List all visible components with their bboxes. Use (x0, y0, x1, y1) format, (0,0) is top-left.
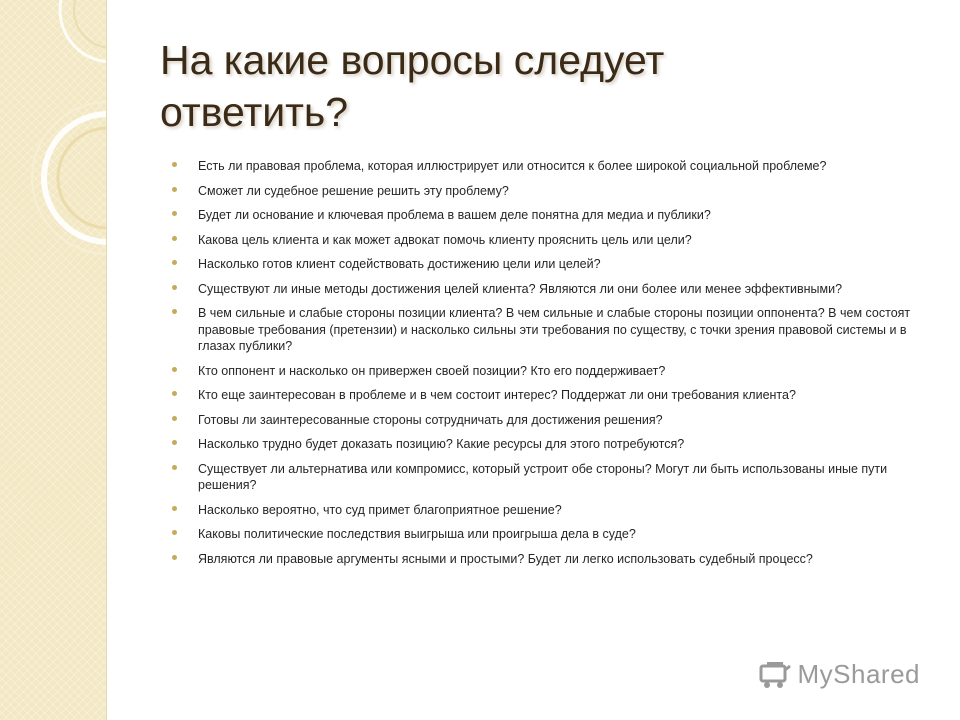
question-item (172, 551, 932, 568)
bullet-dot-icon (172, 211, 177, 216)
bullet-dot-icon (172, 440, 177, 445)
question-item (172, 412, 932, 429)
slide-title-line-2: ответить? (160, 89, 349, 135)
question-text: Насколько готов клиент содействовать достижению цели или целей? (198, 257, 601, 271)
question-item (172, 363, 932, 380)
question-item (172, 436, 932, 453)
question-text: Будет ли основание и ключевая проблема в вашем деле понятна для медиа и публики? (198, 208, 711, 222)
bullet-dot-icon (172, 367, 177, 372)
question-list (172, 158, 932, 575)
slide-title-line-1: На какие вопросы следует (160, 37, 665, 83)
question-text: Каковы политические последствия выигрыша или проигрыша дела в суде? (198, 527, 636, 541)
bullet-dot-icon (172, 236, 177, 241)
question-item (172, 232, 932, 249)
bullet-dot-icon (172, 506, 177, 511)
question-item (172, 461, 932, 494)
question-text: Существуют ли иные методы достижения целей клиента? Являются ли они более или менее эффективными? (198, 281, 843, 296)
myshared-watermark (758, 659, 921, 690)
question-item (172, 256, 932, 273)
decorative-circles (0, 0, 107, 300)
question-item (172, 281, 932, 298)
bullet-dot-icon (172, 416, 177, 421)
question-text: Какова цель клиента и как может адвокат помочь клиенту прояснить цель или цели? (198, 232, 692, 247)
slide-title (160, 34, 920, 138)
question-item (172, 387, 932, 404)
bullet-dot-icon (172, 555, 177, 560)
question-text: Кто оппонент и насколько он привержен своей позиции? Кто его поддерживает? (198, 363, 666, 378)
question-item (172, 158, 932, 175)
bullet-dot-icon (172, 309, 177, 314)
question-text: Существует ли альтернатива или компромисс, который устроит обе стороны? Могут ли быть использованы иные пути решения? (198, 461, 888, 492)
question-item (172, 207, 932, 224)
question-text: Готовы ли заинтересованные стороны сотрудничать для достижения решения? (198, 412, 663, 427)
question-item (172, 305, 932, 355)
decorative-side-band (0, 0, 107, 720)
bullet-dot-icon (172, 187, 177, 192)
question-text: Насколько вероятно, что суд примет благоприятное решение? (198, 502, 562, 517)
question-text: Насколько трудно будет доказать позицию? Какие ресурсы для этого потребуются? (198, 437, 685, 451)
question-text: Есть ли правовая проблема, которая иллюстрирует или относится к более широкой социальной проблеме? (198, 159, 827, 173)
bullet-dot-icon (172, 260, 177, 265)
bullet-dot-icon (172, 391, 177, 396)
question-item (172, 183, 932, 200)
watermark-text: MyShared (797, 659, 920, 689)
bullet-dot-icon (172, 530, 177, 535)
question-text: Являются ли правовые аргументы ясными и простыми? Будет ли легко использовать судебный процесс? (198, 551, 813, 566)
bullet-dot-icon (172, 465, 177, 470)
question-text: В чем сильные и слабые стороны позиции клиента? В чем сильные и слабые стороны позиции оппонента? В чем состоят правовые требования (претензии) и насколько сильны эти требования по существу, с точки зрения правовой системы и в глазах публики? (198, 306, 911, 353)
myshared-logo-icon (758, 660, 792, 690)
bullet-dot-icon (172, 285, 177, 290)
question-text: Сможет ли судебное решение решить эту проблему? (198, 183, 509, 198)
question-item (172, 502, 932, 519)
bullet-dot-icon (172, 162, 177, 167)
question-text: Кто еще заинтересован в проблеме и в чем состоит интерес? Поддержат ли они требования клиента? (198, 388, 796, 402)
question-item (172, 526, 932, 543)
